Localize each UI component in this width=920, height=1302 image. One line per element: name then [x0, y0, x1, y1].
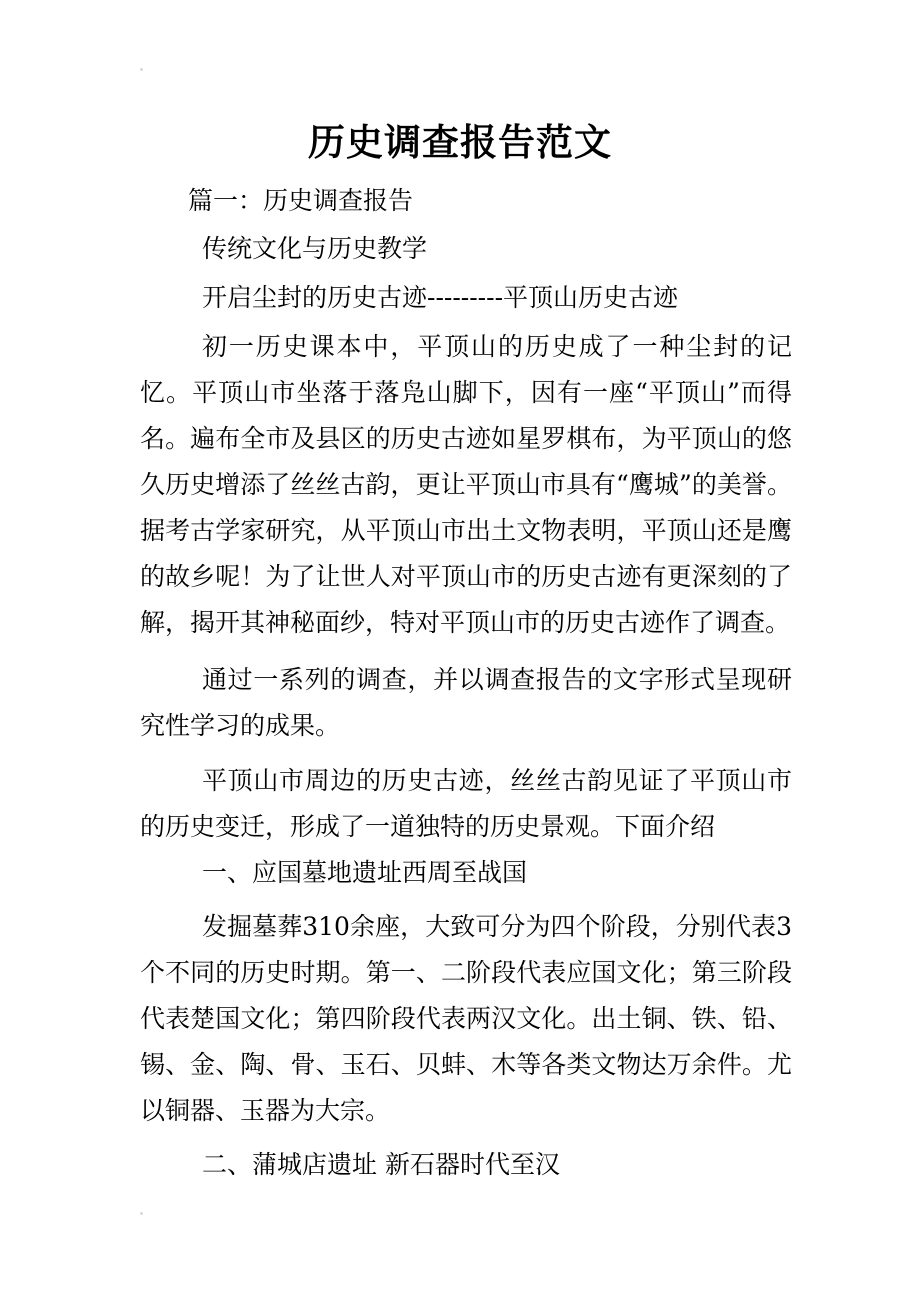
- item-heading-1: 一、应国墓地遗址西周至战国: [202, 858, 528, 887]
- section-heading: 篇一：历史调查报告: [188, 186, 414, 215]
- paragraph-intro: 初一历史课本中，平顶山的历史成了一种尘封的记忆。平顶山市坐落于落凫山脚下，因有一座“平顶山”而得名。遍布全市及县区的历史古迹如星罗棋布，为平顶山的悠久历史增添了丝丝古韵，更让平顶山市具有“鹰城”的美誉。据考古学家研究，从平顶山市出土文物表明，平顶山还是鹰的故乡呢！为了让世人对平顶山市的历史古迹有更深刻的了解，揭开其神秘面纱，特对平顶山市的历史古迹作了调查。: [140, 332, 792, 637]
- scan-mark: [140, 1212, 143, 1215]
- paragraph-overview: 平顶山市周边的历史古迹，丝丝古韵见证了平顶山市的历史变迁，形成了一道独特的历史景观。下面介绍: [140, 766, 792, 841]
- document-title: 历史调查报告范文: [308, 120, 612, 164]
- item-heading-2: 二、蒲城店遗址 新石器时代至汉: [202, 1150, 560, 1179]
- topic-line: 开启尘封的历史古迹---------平顶山历史古迹: [202, 283, 679, 312]
- paragraph-method: 通过一系列的调查，并以调查报告的文字形式呈现研究性学习的成果。: [140, 665, 792, 740]
- scan-mark: [140, 68, 143, 71]
- item-text-1: 发掘墓葬310余座，大致可分为四个阶段，分别代表3个不同的历史时期。第一、二阶段代表应国文化；第三阶段代表楚国文化；第四阶段代表两汉文化。出土铜、铁、铅、锡、金、陶、骨、玉石、贝蚌、木等各类文物达万余件。尤以铜器、玉器为大宗。: [140, 912, 792, 1125]
- subtitle: 传统文化与历史教学: [202, 234, 428, 263]
